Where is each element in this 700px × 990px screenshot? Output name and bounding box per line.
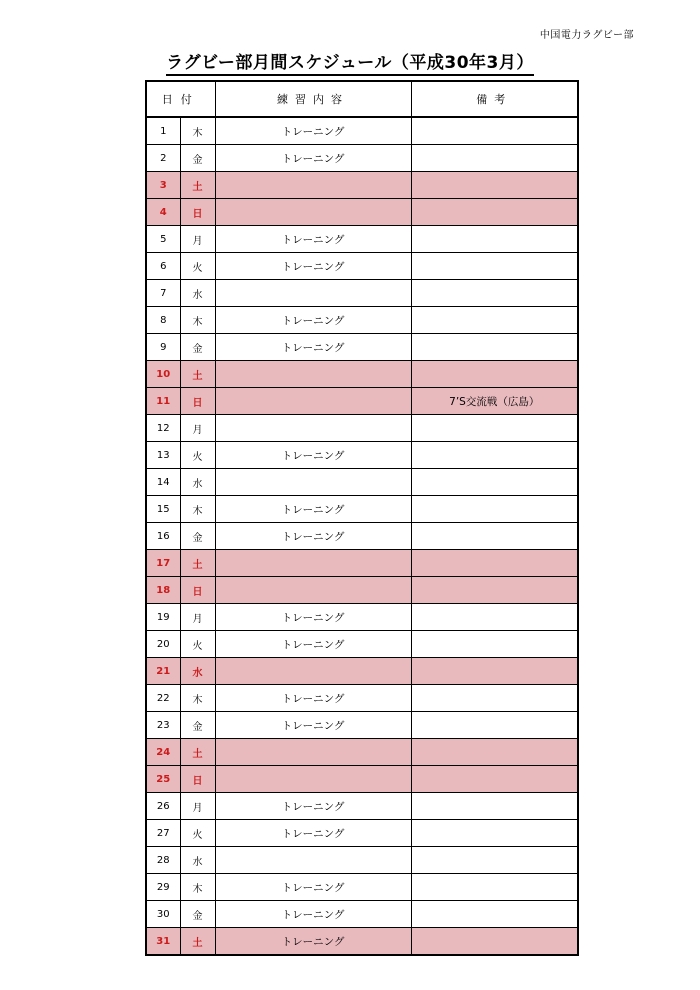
- day-cell: 29: [146, 874, 180, 901]
- weekday-cell: 月: [180, 415, 215, 442]
- weekday-cell: 金: [180, 901, 215, 928]
- content-cell: トレーニング: [215, 685, 411, 712]
- day-cell: 20: [146, 631, 180, 658]
- content-cell: トレーニング: [215, 523, 411, 550]
- note-cell: [411, 145, 578, 172]
- day-cell: 22: [146, 685, 180, 712]
- weekday-cell: 土: [180, 928, 215, 956]
- content-cell: トレーニング: [215, 712, 411, 739]
- note-cell: 7’S交流戦（広島）: [411, 388, 578, 415]
- table-header-row: [146, 81, 578, 117]
- note-cell: [411, 280, 578, 307]
- day-cell: 11: [146, 388, 180, 415]
- organization-name: 中国電力ラグビー部: [539, 30, 634, 41]
- weekday-cell: 日: [180, 199, 215, 226]
- weekday-cell: 水: [180, 658, 215, 685]
- content-cell: トレーニング: [215, 442, 411, 469]
- weekday-cell: 水: [180, 469, 215, 496]
- weekday-cell: 木: [180, 496, 215, 523]
- note-cell: [411, 712, 578, 739]
- day-cell: 4: [146, 199, 180, 226]
- day-cell: 23: [146, 712, 180, 739]
- content-cell: [215, 847, 411, 874]
- note-cell: [411, 172, 578, 199]
- content-cell: トレーニング: [215, 631, 411, 658]
- note-cell: [411, 334, 578, 361]
- weekday-cell: 月: [180, 604, 215, 631]
- note-cell: [411, 550, 578, 577]
- page-title: [0, 48, 700, 76]
- day-cell: 1: [146, 117, 180, 145]
- content-cell: トレーニング: [215, 820, 411, 847]
- table-row: [146, 253, 578, 280]
- content-cell: トレーニング: [215, 928, 411, 956]
- header-note: 備考: [411, 81, 578, 117]
- table-row: [146, 847, 578, 874]
- day-cell: 31: [146, 928, 180, 956]
- weekday-cell: 土: [180, 361, 215, 388]
- note-cell: [411, 928, 578, 956]
- day-cell: 16: [146, 523, 180, 550]
- content-cell: [215, 361, 411, 388]
- day-cell: 18: [146, 577, 180, 604]
- weekday-cell: 木: [180, 307, 215, 334]
- header-content: 練習内容: [215, 81, 411, 117]
- weekday-cell: 金: [180, 145, 215, 172]
- weekday-cell: 土: [180, 172, 215, 199]
- table-row: [146, 415, 578, 442]
- content-cell: トレーニング: [215, 901, 411, 928]
- table-row: [146, 658, 578, 685]
- content-cell: [215, 658, 411, 685]
- weekday-cell: 土: [180, 550, 215, 577]
- weekday-cell: 金: [180, 334, 215, 361]
- day-cell: 6: [146, 253, 180, 280]
- day-cell: 28: [146, 847, 180, 874]
- content-cell: トレーニング: [215, 604, 411, 631]
- day-cell: 2: [146, 145, 180, 172]
- day-cell: 19: [146, 604, 180, 631]
- note-cell: [411, 442, 578, 469]
- table-row: [146, 550, 578, 577]
- schedule-table: [145, 80, 579, 956]
- table-row: [146, 631, 578, 658]
- table-row: [146, 901, 578, 928]
- day-cell: 9: [146, 334, 180, 361]
- content-cell: [215, 766, 411, 793]
- weekday-cell: 火: [180, 820, 215, 847]
- table-row: [146, 334, 578, 361]
- content-cell: [215, 172, 411, 199]
- weekday-cell: 水: [180, 280, 215, 307]
- weekday-cell: 水: [180, 847, 215, 874]
- day-cell: 5: [146, 226, 180, 253]
- day-cell: 15: [146, 496, 180, 523]
- note-cell: [411, 604, 578, 631]
- note-cell: [411, 469, 578, 496]
- content-cell: トレーニング: [215, 307, 411, 334]
- table-row: [146, 685, 578, 712]
- weekday-cell: 木: [180, 117, 215, 145]
- note-cell: [411, 199, 578, 226]
- note-cell: [411, 226, 578, 253]
- weekday-cell: 月: [180, 793, 215, 820]
- weekday-cell: 金: [180, 712, 215, 739]
- table-row: [146, 442, 578, 469]
- table-row: [146, 226, 578, 253]
- note-cell: [411, 820, 578, 847]
- table-row: [146, 712, 578, 739]
- weekday-cell: 火: [180, 253, 215, 280]
- note-cell: [411, 874, 578, 901]
- note-cell: [411, 253, 578, 280]
- content-cell: [215, 739, 411, 766]
- weekday-cell: 日: [180, 766, 215, 793]
- note-cell: [411, 658, 578, 685]
- header-date: 日付: [146, 81, 215, 117]
- note-cell: [411, 307, 578, 334]
- table-row: [146, 793, 578, 820]
- day-cell: 30: [146, 901, 180, 928]
- content-cell: トレーニング: [215, 117, 411, 145]
- content-cell: トレーニング: [215, 253, 411, 280]
- table-row: [146, 577, 578, 604]
- day-cell: 8: [146, 307, 180, 334]
- table-row: [146, 361, 578, 388]
- table-row: [146, 199, 578, 226]
- table-row: [146, 820, 578, 847]
- content-cell: [215, 550, 411, 577]
- content-cell: [215, 199, 411, 226]
- note-cell: [411, 523, 578, 550]
- note-cell: [411, 793, 578, 820]
- day-cell: 12: [146, 415, 180, 442]
- weekday-cell: 金: [180, 523, 215, 550]
- note-cell: [411, 901, 578, 928]
- table-row: [146, 280, 578, 307]
- table-row: [146, 307, 578, 334]
- content-cell: トレーニング: [215, 334, 411, 361]
- table-row: [146, 604, 578, 631]
- day-cell: 27: [146, 820, 180, 847]
- day-cell: 25: [146, 766, 180, 793]
- note-cell: [411, 415, 578, 442]
- weekday-cell: 日: [180, 388, 215, 415]
- table-row: [146, 496, 578, 523]
- day-cell: 21: [146, 658, 180, 685]
- weekday-cell: 土: [180, 739, 215, 766]
- day-cell: 17: [146, 550, 180, 577]
- note-cell: [411, 739, 578, 766]
- note-cell: [411, 117, 578, 145]
- content-cell: [215, 280, 411, 307]
- note-cell: [411, 577, 578, 604]
- table-row: [146, 469, 578, 496]
- weekday-cell: 木: [180, 685, 215, 712]
- weekday-cell: 木: [180, 874, 215, 901]
- table-row: [146, 874, 578, 901]
- table-row: [146, 388, 578, 415]
- page-title-text: ラグビー部月間スケジュール（平成30年3月）: [166, 48, 534, 76]
- weekday-cell: 火: [180, 442, 215, 469]
- day-cell: 7: [146, 280, 180, 307]
- note-cell: [411, 361, 578, 388]
- weekday-cell: 日: [180, 577, 215, 604]
- table-row: [146, 145, 578, 172]
- table-row: [146, 117, 578, 145]
- table-row: [146, 523, 578, 550]
- content-cell: トレーニング: [215, 145, 411, 172]
- content-cell: トレーニング: [215, 874, 411, 901]
- day-cell: 14: [146, 469, 180, 496]
- day-cell: 3: [146, 172, 180, 199]
- schedule-body: [146, 117, 578, 955]
- note-cell: [411, 496, 578, 523]
- content-cell: [215, 469, 411, 496]
- day-cell: 13: [146, 442, 180, 469]
- note-cell: [411, 685, 578, 712]
- table-row: [146, 928, 578, 956]
- table-row: [146, 172, 578, 199]
- content-cell: トレーニング: [215, 496, 411, 523]
- day-cell: 24: [146, 739, 180, 766]
- content-cell: [215, 415, 411, 442]
- table-row: [146, 739, 578, 766]
- day-cell: 26: [146, 793, 180, 820]
- content-cell: トレーニング: [215, 226, 411, 253]
- note-cell: [411, 847, 578, 874]
- content-cell: トレーニング: [215, 793, 411, 820]
- note-cell: [411, 766, 578, 793]
- weekday-cell: 火: [180, 631, 215, 658]
- weekday-cell: 月: [180, 226, 215, 253]
- day-cell: 10: [146, 361, 180, 388]
- table-row: [146, 766, 578, 793]
- content-cell: [215, 388, 411, 415]
- content-cell: [215, 577, 411, 604]
- note-cell: [411, 631, 578, 658]
